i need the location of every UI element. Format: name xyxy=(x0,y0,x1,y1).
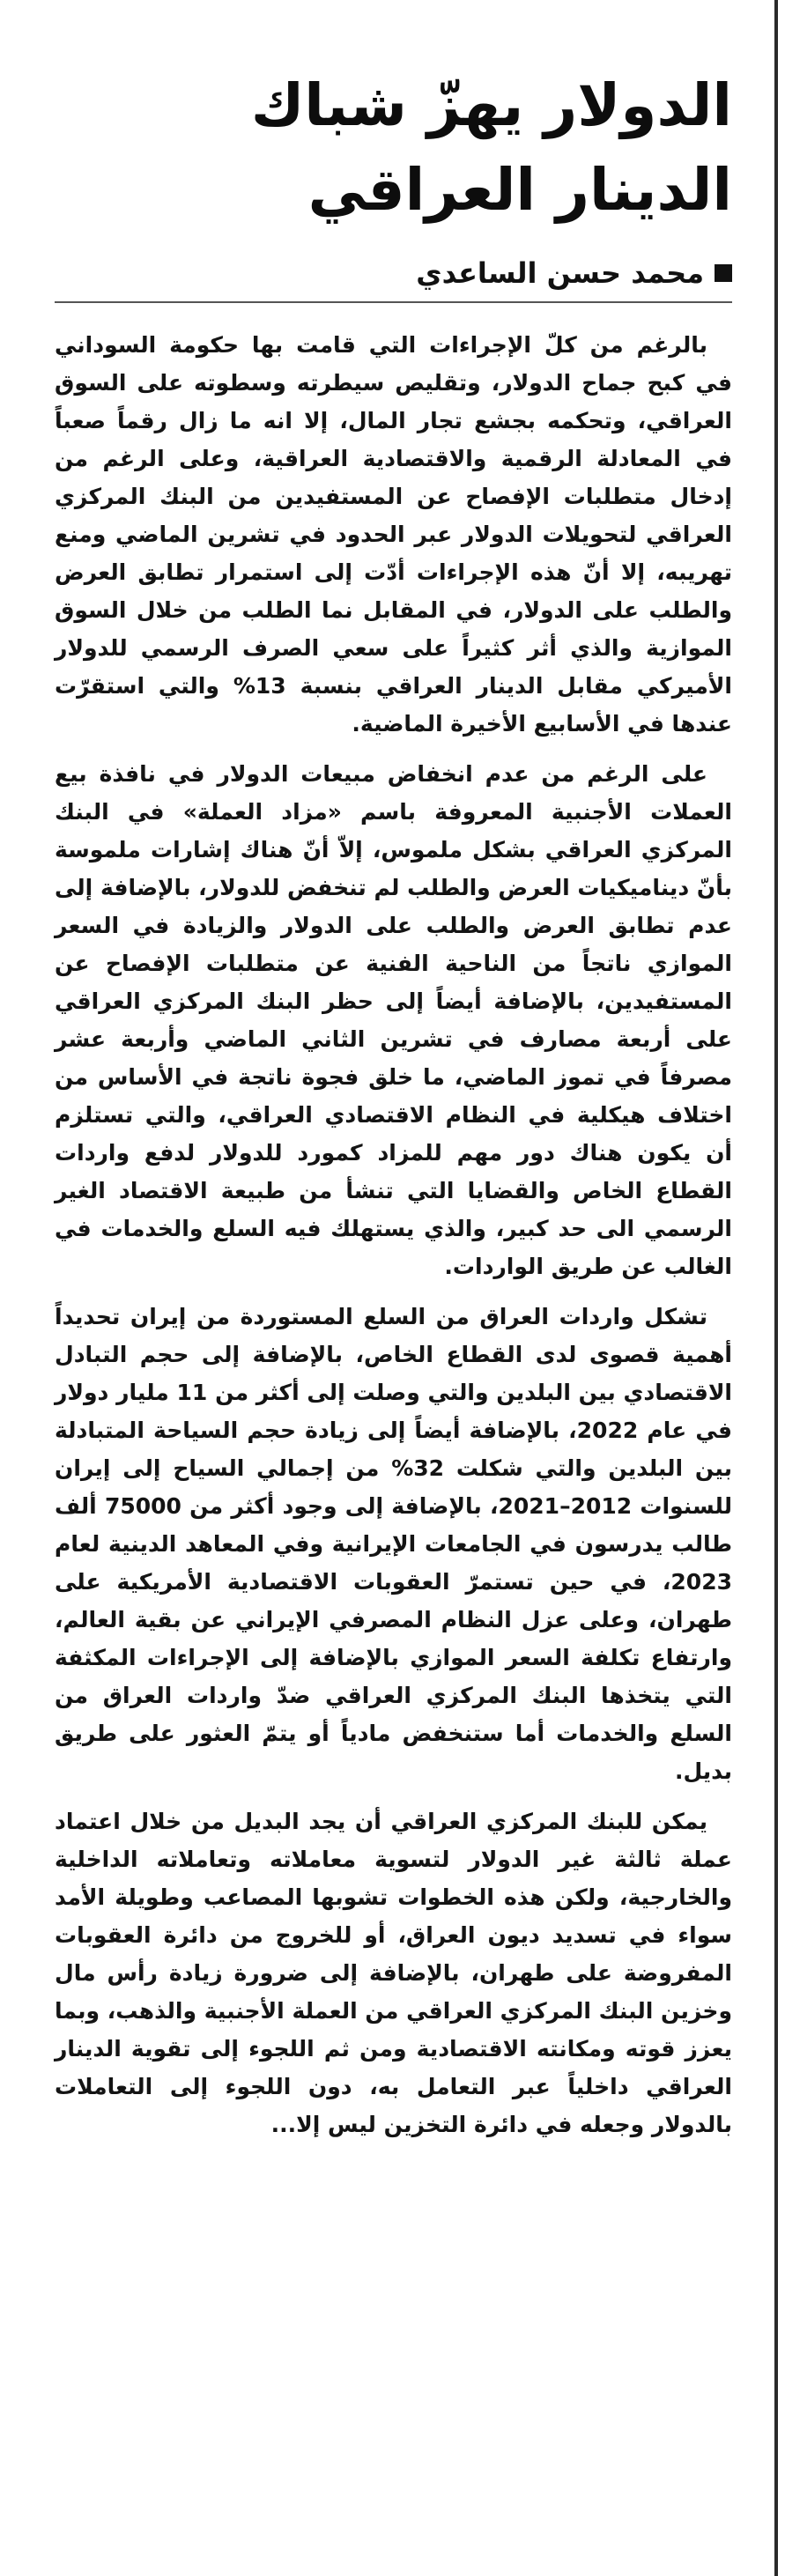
paragraph-4: يمكن للبنك المركزي العراقي أن يجد البديل من خلال اعتماد عملة ثالثة غير الدولار لتسوية معاملاته وتعاملاته الداخلية والخارجية، ولكن هذه الخطوات تشوبها المصاعب وطويلة الأمد سواء في تسديد ديون العراق، أو للخروج من دائرة العقوبات المفروضة على طهران، بالإضافة إلى ضرورة زيادة رأس مال وخزين البنك المركزي العراقي من العملة الأجنبية والذهب، وبما يعزز قوته ومكانته الاقتصادية ومن ثم اللجوء إلى تقوية الدينار العراقي داخلياً عبر التعامل به، دون اللجوء إلى التعاملات بالدولار وجعله في دائرة التخزين ليس إلا... xyxy=(55,1809,732,2137)
headline: الدولار يهزّ شباك الدينار العراقي xyxy=(250,71,732,224)
paragraph-3: تشكل واردات العراق من السلع المستوردة من إيران تحديداً أهمية قصوى لدى القطاع الخاص، بالإضافة إلى حجم التبادل الاقتصادي بين البلدين والتي وصلت إلى أكثر من 11 مليار دولار في عام 2022، بالإضافة أيضاً إلى زيادة حجم السياحة المتبادلة بين البلدين والتي شكلت 32% من إجمالي السياح إلى إيران للسنوات 2012–2021، بالإضافة إلى وجود أكثر من 75000 ألف طالب يدرسون في الجامعات الإيرانية وفي المعاهد الدينية لعام 2023، في حين تستمرّ العقوبات الاقتصادية الأمريكية على طهران، وعلى عزل النظام المصرفي الإيراني عن بقية العالم، وارتفاع تكلفة السعر الموازي بالإضافة إلى الإجراءات المكثفة التي يتخذها البنك المركزي العراقي ضدّ واردات العراق من السلع والخدمات أما ستنخفض مادياً أو يتمّ العثور على طريق بديل. xyxy=(55,1304,733,1784)
article-body xyxy=(55,326,732,2143)
paragraph-2: على الرغم من عدم انخفاض مبيعات الدولار في نافذة بيع العملات الأجنبية المعروفة باسم «مزاد العملة» في البنك المركزي العراقي بشكل ملموس، إلاّ أنّ هناك إشارات ملموسة بأنّ ديناميكيات العرض والطلب لم تنخفض للدولار، بالإضافة إلى عدم تطابق العرض والطلب على الدولار والزيادة في السعر الموازي ناتجاً من الناحية الفنية عن متطلبات الإفصاح عن المستفيدين، بالإضافة أيضاً إلى حظر البنك المركزي العراقي على أربعة مصارف في تشرين الثاني الماضي وأربعة عشر مصرفاً في تموز الماضي، ما خلق فجوة ناتجة في الأساس من اختلاف هيكلية في النظام الاقتصادي العراقي، والتي تستلزم أن يكون هناك دور مهم للمزاد كمورد للدولار لدفع واردات القطاع الخاص والقضايا التي تنشأ من طبيعة الاقتصاد الغير الرسمي الى حد كبير، والذي يستهلك فيه السلع والخدمات في الغالب عن طريق الواردات. xyxy=(55,761,732,1279)
byline xyxy=(55,255,732,291)
byline-square-icon xyxy=(715,264,732,282)
author-name: محمد حسن الساعدي xyxy=(416,256,704,290)
paragraph-1: بالرغم من كلّ الإجراءات التي قامت بها حكومة السوداني في كبح جماح الدولار، وتقليص سيطرته وسطوته على السوق العراقي، وتحكمه بجشع تجار المال، إلا انه ما زال رقماً صعباً في المعادلة الرقمية والاقتصادية العراقية، وعلى الرغم من إدخال متطلبات الإفصاح عن المستفيدين من البنك المركزي العراقي لتحويلات الدولار عبر الحدود في تشرين الماضي ومنع تهريبه، إلا أنّ هذه الإجراءات أدّت إلى استمرار تطابق العرض والطلب على الدولار، في المقابل نما الطلب من خلال السوق الموازية والذي أثر كثيراً على سعي الصرف الرسمي للدولار الأميركي مقابل الدينار العراقي بنسبة 13% والتي استقرّت عندها في الأسابيع الأخيرة الماضية. xyxy=(55,332,732,737)
byline-divider xyxy=(55,301,732,303)
